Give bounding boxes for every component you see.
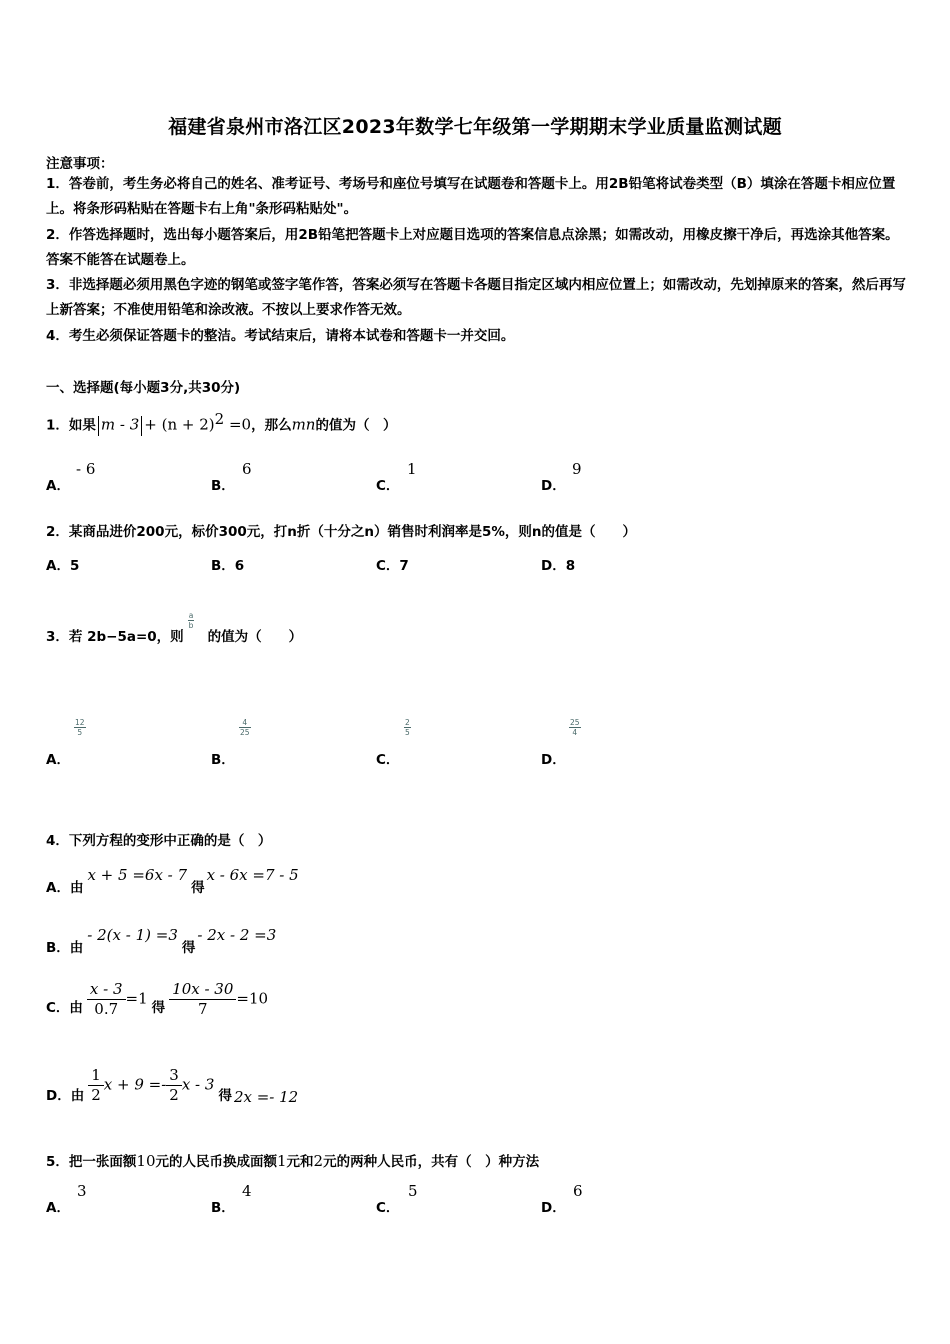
q1-expr-c: =0 bbox=[224, 415, 252, 434]
q3-option-c-fraction bbox=[404, 718, 411, 737]
q4-c-de: 得 bbox=[151, 999, 166, 1016]
q4-option-b[interactable] bbox=[46, 924, 277, 956]
q1-mid: ，那么 bbox=[251, 417, 292, 434]
q4-d-mid1: x + 9 =- bbox=[103, 1075, 167, 1094]
frac-num: 3 bbox=[166, 1066, 182, 1086]
q3-prefix: 3．若 2b−5a=0，则 bbox=[46, 629, 184, 645]
notice-list bbox=[46, 172, 908, 349]
q2-option-c[interactable]: C．7 bbox=[376, 558, 409, 574]
frac-den: 7 bbox=[198, 1000, 208, 1018]
q5-v1: 10 bbox=[136, 1152, 156, 1170]
q1-option-a-value: - 6 bbox=[76, 460, 96, 478]
q1-option-d-value: 9 bbox=[572, 460, 582, 478]
notice-heading: 注意事项： bbox=[46, 156, 114, 172]
q1-expr-a: m - 3 bbox=[100, 415, 140, 434]
q4-c-eq1: =1 bbox=[125, 989, 148, 1008]
frac-num: 12 bbox=[75, 718, 85, 727]
q4-d-frac2 bbox=[166, 1066, 182, 1105]
q4-a-de: 得 bbox=[191, 880, 205, 896]
q4-c-frac1 bbox=[87, 980, 126, 1019]
frac-num: 4 bbox=[239, 718, 251, 728]
q4-option-a[interactable] bbox=[46, 864, 299, 896]
question-4: 4．下列方程的变形中正确的是（ ） bbox=[46, 833, 272, 849]
q5-option-b-letter[interactable]: B． bbox=[211, 1200, 235, 1216]
q5-option-a-value: 3 bbox=[77, 1182, 87, 1200]
q4-c-eq2: =10 bbox=[236, 989, 269, 1008]
q3-option-d-letter[interactable]: D． bbox=[541, 752, 566, 768]
q4-b-letter: B．由 bbox=[46, 940, 84, 956]
q4-d-letter: D．由 bbox=[46, 1087, 85, 1104]
q5-p2: 元的人民币换成面额 bbox=[155, 1154, 277, 1170]
abs-bar-right bbox=[141, 416, 142, 436]
q3-options bbox=[46, 718, 746, 788]
q5-option-a-letter[interactable]: A． bbox=[46, 1200, 70, 1216]
question-5 bbox=[46, 1150, 539, 1170]
q5-option-c-value: 5 bbox=[408, 1182, 418, 1200]
q1-var: mn bbox=[291, 415, 316, 434]
q3-suffix: 的值为（ ） bbox=[207, 629, 303, 645]
q4-a-letter: A．由 bbox=[46, 880, 84, 896]
q4-option-d[interactable] bbox=[46, 1066, 298, 1105]
q2-options bbox=[46, 554, 746, 594]
frac-num: 25 bbox=[570, 718, 580, 727]
q4-b-de: 得 bbox=[181, 940, 196, 956]
q5-p3: 元和 bbox=[286, 1154, 314, 1170]
q4-d-de: 得 bbox=[218, 1087, 232, 1104]
q5-option-d-value: 6 bbox=[573, 1182, 583, 1200]
q3-option-a-fraction bbox=[74, 718, 86, 737]
q3-fraction bbox=[188, 611, 195, 630]
q5-v3: 2 bbox=[313, 1152, 324, 1170]
q2-option-d[interactable]: D．8 bbox=[541, 558, 576, 574]
page-title: 福建省泉州市洛江区2023年数学七年级第一学期期末学业质量监测试题 bbox=[168, 116, 782, 138]
q1-option-c-value: 1 bbox=[407, 460, 417, 478]
frac-den: 5 bbox=[405, 728, 410, 737]
q3-frac-num: a bbox=[188, 611, 194, 620]
frac-den: 25 bbox=[240, 728, 250, 737]
q4-a-right: x - 6x =7 - 5 bbox=[206, 866, 299, 884]
question-2: 2．某商品进价200元，标价300元，打n折（十分之n）销售时利润率是5%，则n的值是（ ） bbox=[46, 524, 637, 540]
frac-den: 0.7 bbox=[94, 1000, 119, 1018]
section-heading: 一、选择题(每小题3分,共30分) bbox=[46, 380, 241, 396]
q4-option-c[interactable] bbox=[46, 980, 268, 1019]
q5-options bbox=[46, 1184, 746, 1224]
frac-num: x - 3 bbox=[87, 980, 126, 1000]
question-1 bbox=[46, 410, 396, 436]
q5-p4: 元的两种人民币，共有（ ）种方法 bbox=[323, 1154, 540, 1170]
notice-item: 4．考生必须保证答题卡的整洁。考试结束后，请将本试卷和答题卡一并交回。 bbox=[46, 327, 515, 344]
q3-frac-den: b bbox=[188, 621, 194, 630]
q1-options bbox=[46, 462, 746, 502]
q5-option-d-letter[interactable]: D． bbox=[541, 1200, 566, 1216]
abs-bar-left bbox=[98, 416, 99, 436]
q1-option-c-letter[interactable]: C． bbox=[376, 478, 400, 494]
q1-expr-b: + (n + 2) bbox=[144, 415, 215, 434]
q1-option-d-letter[interactable]: D． bbox=[541, 478, 566, 494]
frac-den: 2 bbox=[91, 1086, 101, 1104]
notice-item: 3．非选择题必须用黑色字迹的钢笔或签字笔作答，答案必须写在答题卡各题目指定区域内相应位置上；如需改动，先划掉原来的答案，然后再写上新答案；不准使用铅笔和涂改液。不按以上要求作答无效。 bbox=[46, 277, 906, 319]
q4-d-right: 2x =- 12 bbox=[233, 1087, 299, 1106]
frac-den: 4 bbox=[572, 728, 578, 737]
notice-item: 1．答卷前，考生务必将自己的姓名、准考证号、考场号和座位号填写在试题卷和答题卡上。用2B铅笔将试卷类型（B）填涂在答题卡相应位置上。将条形码粘贴在答题卡右上角"条形码粘贴处"。 bbox=[46, 176, 896, 218]
frac-den: 5 bbox=[77, 728, 83, 737]
q4-b-right: - 2x - 2 =3 bbox=[197, 926, 277, 944]
q3-option-c-letter[interactable]: C． bbox=[376, 752, 400, 768]
q4-c-letter: C．由 bbox=[46, 999, 83, 1016]
q4-a-left: x + 5 =6x - 7 bbox=[87, 866, 188, 884]
q3-option-b-letter[interactable]: B． bbox=[211, 752, 235, 768]
q2-option-a[interactable]: A．5 bbox=[46, 558, 80, 574]
q5-option-b-value: 4 bbox=[242, 1182, 252, 1200]
q5-v2: 1 bbox=[277, 1152, 287, 1170]
frac-den: 2 bbox=[169, 1086, 179, 1104]
q4-c-frac2 bbox=[169, 980, 236, 1019]
q1-suffix: 的值为（ ） bbox=[315, 417, 397, 434]
q1-sup: 2 bbox=[214, 410, 225, 428]
frac-num: 1 bbox=[88, 1066, 104, 1086]
q1-option-a-letter[interactable]: A． bbox=[46, 478, 70, 494]
q1-option-b-letter[interactable]: B． bbox=[211, 478, 235, 494]
q4-b-left: - 2(x - 1) =3 bbox=[87, 926, 178, 944]
q1-prefix: 1．如果 bbox=[46, 417, 96, 434]
q5-p1: 5．把一张面额 bbox=[46, 1154, 137, 1170]
q4-d-mid2: x - 3 bbox=[181, 1075, 215, 1094]
q1-option-b-value: 6 bbox=[242, 460, 252, 478]
question-3 bbox=[46, 611, 303, 645]
q2-option-b[interactable]: B．6 bbox=[211, 558, 245, 574]
notice-item: 2．作答选择题时，选出每小题答案后，用2B铅笔把答题卡上对应题目选项的答案信息点涂黑；如需改动，用橡皮擦干净后，再选涂其他答案。答案不能答在试题卷上。 bbox=[46, 226, 899, 268]
q5-option-c-letter[interactable]: C． bbox=[376, 1200, 400, 1216]
frac-num: 10x - 30 bbox=[169, 980, 236, 1000]
q3-option-b-fraction bbox=[239, 718, 251, 737]
q3-option-a-letter[interactable]: A． bbox=[46, 752, 70, 768]
frac-num: 2 bbox=[405, 718, 410, 727]
q3-option-d-fraction bbox=[569, 718, 581, 737]
q4-d-frac1 bbox=[88, 1066, 104, 1105]
